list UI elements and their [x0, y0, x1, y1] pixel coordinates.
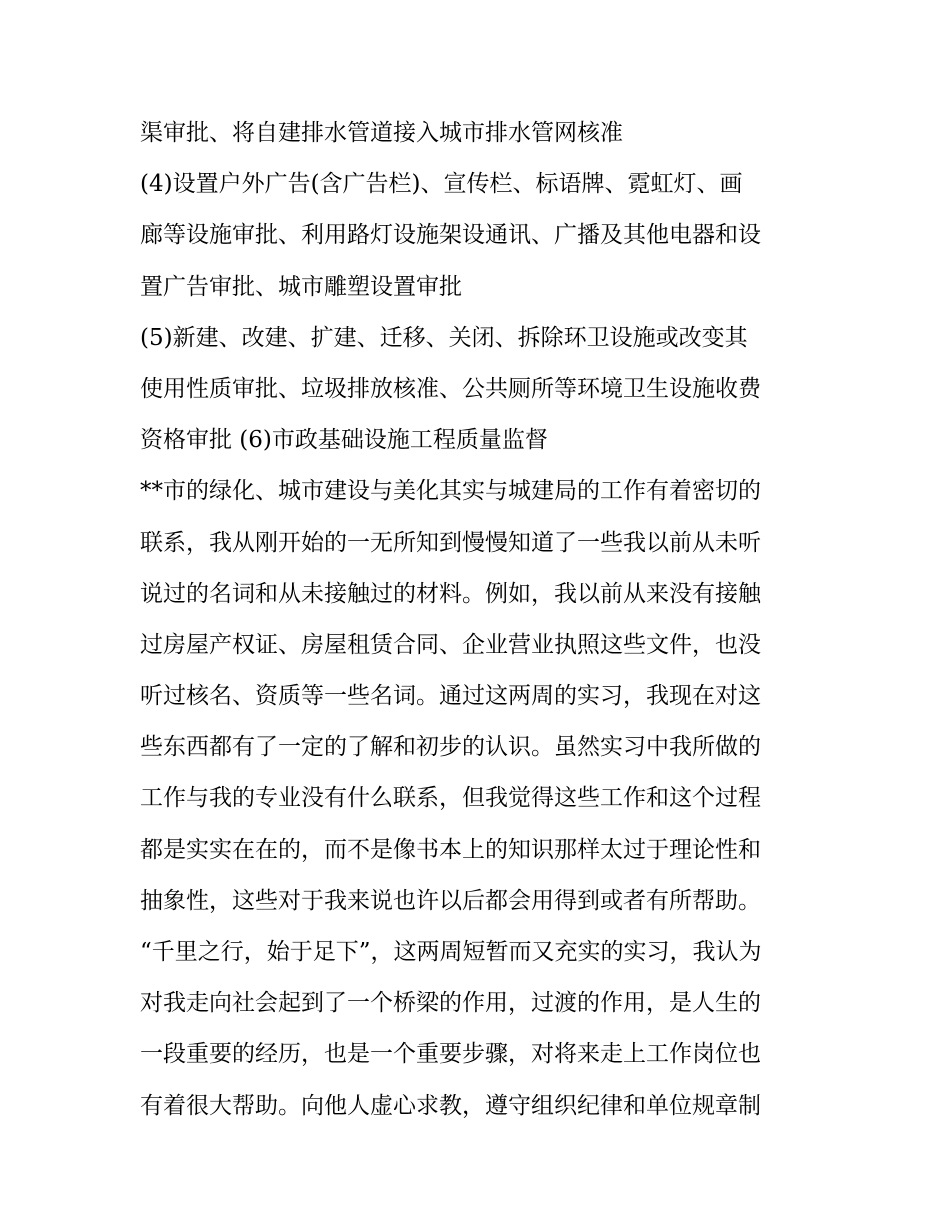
text-line: 置广告审批、城市雕塑设置审批	[140, 273, 462, 300]
text-line: (5)新建、改建、扩建、迁移、关闭、拆除环卫设施或改变其	[140, 324, 748, 351]
text-line: 渠审批、将自建排水管道接入城市排水管网核准	[140, 120, 623, 146]
text-line: 说过的名词和从未接触过的材料。例如，我以前从来没有接触	[140, 580, 761, 607]
text-line: (4)设置户外广告(含广告栏)、宣传栏、标语牌、霓虹灯、画	[140, 171, 743, 198]
text-line: 对我走向社会起到了一个桥梁的作用，过渡的作用，是人生的	[140, 990, 761, 1017]
text-line: **市的绿化、城市建设与美化其实与城建局的工作有着密切的	[140, 478, 761, 505]
text-line: 资格审批 (6)市政基础设施工程质量监督	[140, 427, 548, 454]
text-line: 过房屋产权证、房屋租赁合同、企业营业执照这些文件，也没	[140, 631, 761, 658]
document-body	[140, 108, 820, 1132]
text-line: 抽象性，这些对于我来说也许以后都会用得到或者有所帮助。	[140, 887, 761, 914]
text-line: 一段重要的经历，也是一个重要步骤，对将来走上工作岗位也	[140, 1041, 761, 1068]
text-line: 些东西都有了一定的了解和初步的认识。虽然实习中我所做的	[140, 734, 761, 761]
text-line: 廊等设施审批、利用路灯设施架设通讯、广播及其他电器和设	[140, 222, 761, 249]
text-line: 有着很大帮助。向他人虚心求教，遵守组织纪律和单位规章制	[140, 1092, 761, 1119]
text-line: 使用性质审批、垃圾排放核准、公共厕所等环境卫生设施收费	[140, 375, 761, 402]
text-line: 工作与我的专业没有什么联系，但我觉得这些工作和这个过程	[140, 785, 761, 812]
text-line: “千里之行，始于足下”，这两周短暂而又充实的实习，我认为	[140, 939, 762, 965]
text-line: 听过核名、资质等一些名词。通过这两周的实习，我现在对这	[140, 683, 761, 710]
text-line: 联系，我从刚开始的一无所知到慢慢知道了一些我以前从未听	[140, 529, 761, 556]
text-line: 都是实实在在的，而不是像书本上的知识那样太过于理论性和	[140, 836, 761, 863]
